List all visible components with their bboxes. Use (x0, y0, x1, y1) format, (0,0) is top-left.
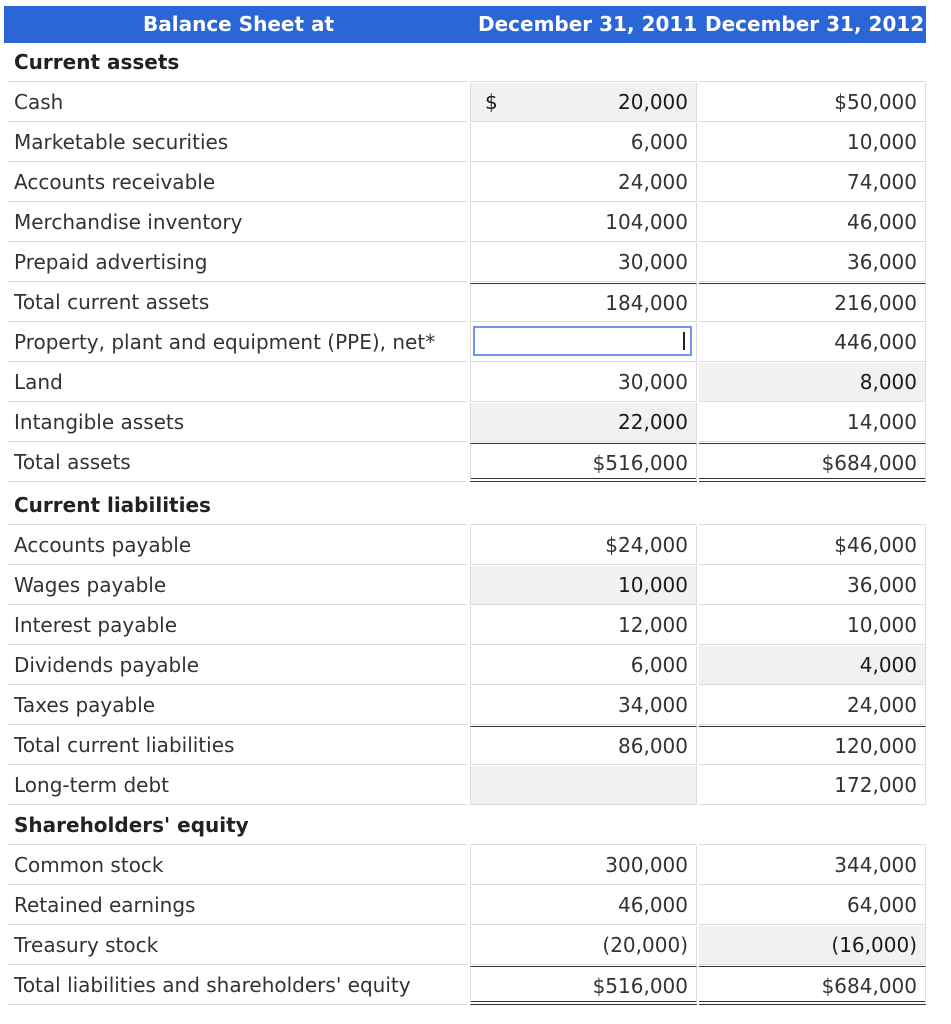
table-row (0, 83, 930, 123)
value-2011 (470, 566, 697, 605)
value-2011 (470, 443, 697, 482)
amount-2011: 6,000 (630, 653, 688, 677)
amount-2012: $46,000 (834, 533, 917, 557)
amount-2012: 74,000 (847, 170, 917, 194)
table-row (0, 966, 930, 1006)
amount-2012: 64,000 (847, 893, 917, 917)
value-2011 (470, 606, 697, 645)
value-2012 (699, 646, 926, 685)
table-row (0, 606, 930, 646)
row-label: Total current liabilities (8, 726, 467, 765)
row-label: Long-term debt (8, 766, 467, 805)
amount-2011: 22,000 (618, 410, 688, 434)
row-label: Common stock (8, 846, 467, 885)
value-2011 (470, 806, 697, 845)
value-2011 (470, 43, 697, 82)
value-2012 (699, 966, 926, 1005)
header-col-2012: December 31, 2012 (705, 12, 925, 36)
amount-2011: $516,000 (592, 451, 688, 475)
amount-2011: (20,000) (602, 933, 688, 957)
value-2012 (699, 486, 926, 525)
value-2012 (699, 403, 926, 442)
value-2012 (699, 163, 926, 202)
value-2011 (470, 83, 697, 122)
row-label: Total assets (8, 443, 467, 482)
table-row (0, 566, 930, 606)
value-2011 (470, 203, 697, 242)
value-2011 (470, 403, 697, 442)
row-label: Wages payable (8, 566, 467, 605)
value-2012 (699, 846, 926, 885)
value-2012 (699, 606, 926, 645)
amount-2012: $50,000 (834, 90, 917, 114)
value-2012 (699, 243, 926, 282)
table-row (0, 686, 930, 726)
value-2011 (470, 846, 697, 885)
table-row (0, 926, 930, 966)
value-2011 (470, 966, 697, 1005)
row-label: Intangible assets (8, 403, 467, 442)
amount-2012: 10,000 (847, 130, 917, 154)
row-label: Prepaid advertising (8, 243, 467, 282)
row-label: Retained earnings (8, 886, 467, 925)
table-row (0, 283, 930, 323)
table-row (0, 123, 930, 163)
value-2011 (470, 886, 697, 925)
value-2012 (699, 203, 926, 242)
value-2011 (470, 646, 697, 685)
table-row (0, 203, 930, 243)
table-row (0, 243, 930, 283)
value-2012 (699, 83, 926, 122)
section-header-row (0, 43, 930, 83)
table-row (0, 443, 930, 483)
amount-2011: 86,000 (618, 734, 688, 758)
row-label: Cash (8, 83, 467, 122)
amount-2011: 30,000 (618, 370, 688, 394)
row-label: Merchandise inventory (8, 203, 467, 242)
table-row (0, 766, 930, 806)
amount-2012: 216,000 (834, 291, 917, 315)
row-label: Total current assets (8, 283, 467, 322)
value-2012 (699, 323, 926, 362)
value-2012 (699, 363, 926, 402)
amount-2012: 36,000 (847, 250, 917, 274)
value-2012 (699, 766, 926, 805)
section-header-row (0, 486, 930, 526)
amount-2012: 14,000 (847, 410, 917, 434)
value-2012 (699, 926, 926, 965)
value-2011 (470, 123, 697, 162)
row-label: Property, plant and equipment (PPE), net* (8, 323, 467, 362)
section-label: Shareholders' equity (8, 806, 467, 845)
amount-2011: 24,000 (618, 170, 688, 194)
value-2011 (470, 926, 697, 965)
row-label: Interest payable (8, 606, 467, 645)
amount-2012: (16,000) (831, 933, 917, 957)
amount-2012: $684,000 (821, 451, 917, 475)
amount-2012: 446,000 (834, 330, 917, 354)
value-2012 (699, 443, 926, 482)
row-label: Land (8, 363, 467, 402)
value-2012 (699, 43, 926, 82)
row-label: Marketable securities (8, 123, 467, 162)
table-row (0, 323, 930, 363)
table-row (0, 363, 930, 403)
table-row (0, 646, 930, 686)
row-label: Treasury stock (8, 926, 467, 965)
value-2011 (470, 243, 697, 282)
amount-2012: 172,000 (834, 773, 917, 797)
amount-2012: 46,000 (847, 210, 917, 234)
amount-2012: $684,000 (821, 974, 917, 998)
amount-2012: 24,000 (847, 693, 917, 717)
amount-2012: 120,000 (834, 734, 917, 758)
table-row (0, 846, 930, 886)
header-col-2011: December 31, 2011 (478, 12, 698, 36)
amount-2011: 10,000 (618, 573, 688, 597)
table-row (0, 886, 930, 926)
row-label: Dividends payable (8, 646, 467, 685)
value-2011 (470, 686, 697, 725)
value-2011 (470, 526, 697, 565)
section-label: Current assets (8, 43, 467, 82)
section-label: Current liabilities (8, 486, 467, 525)
value-2012 (699, 123, 926, 162)
value-2011[interactable] (470, 323, 697, 362)
value-2012 (699, 283, 926, 322)
header-title: Balance Sheet at (143, 12, 335, 36)
value-2011 (470, 486, 697, 525)
row-label: Accounts payable (8, 526, 467, 565)
table-row (0, 163, 930, 203)
amount-2011: 104,000 (605, 210, 688, 234)
amount-2011: 6,000 (630, 130, 688, 154)
amount-2011: 300,000 (605, 853, 688, 877)
amount-2011: 46,000 (618, 893, 688, 917)
amount-2012: 8,000 (859, 370, 917, 394)
value-2012 (699, 726, 926, 765)
table-header (4, 6, 926, 43)
value-2012 (699, 526, 926, 565)
table-row (0, 403, 930, 443)
value-2011 (470, 766, 697, 805)
value-2012 (699, 686, 926, 725)
value-2011 (470, 363, 697, 402)
value-2011 (470, 163, 697, 202)
amount-2012: 10,000 (847, 613, 917, 637)
value-2012 (699, 886, 926, 925)
currency-prefix: $ (485, 90, 498, 114)
table-row (0, 726, 930, 766)
section-header-row (0, 806, 930, 846)
amount-2011: $516,000 (592, 974, 688, 998)
amount-2011: 12,000 (618, 613, 688, 637)
amount-2011: 20,000 (618, 90, 688, 114)
amount-2011: 34,000 (618, 693, 688, 717)
amount-2011: 30,000 (618, 250, 688, 274)
row-label: Total liabilities and shareholders' equity (8, 966, 467, 1005)
row-label: Accounts receivable (8, 163, 467, 202)
amount-2011: 184,000 (605, 291, 688, 315)
amount-2011: $24,000 (605, 533, 688, 557)
row-label: Taxes payable (8, 686, 467, 725)
value-2012 (699, 806, 926, 845)
value-2011 (470, 283, 697, 322)
table-row (0, 526, 930, 566)
value-2011 (470, 726, 697, 765)
amount-2012: 4,000 (859, 653, 917, 677)
amount-2012: 344,000 (834, 853, 917, 877)
value-2012 (699, 566, 926, 605)
ppe-2011-input[interactable] (473, 326, 692, 356)
amount-2012: 36,000 (847, 573, 917, 597)
